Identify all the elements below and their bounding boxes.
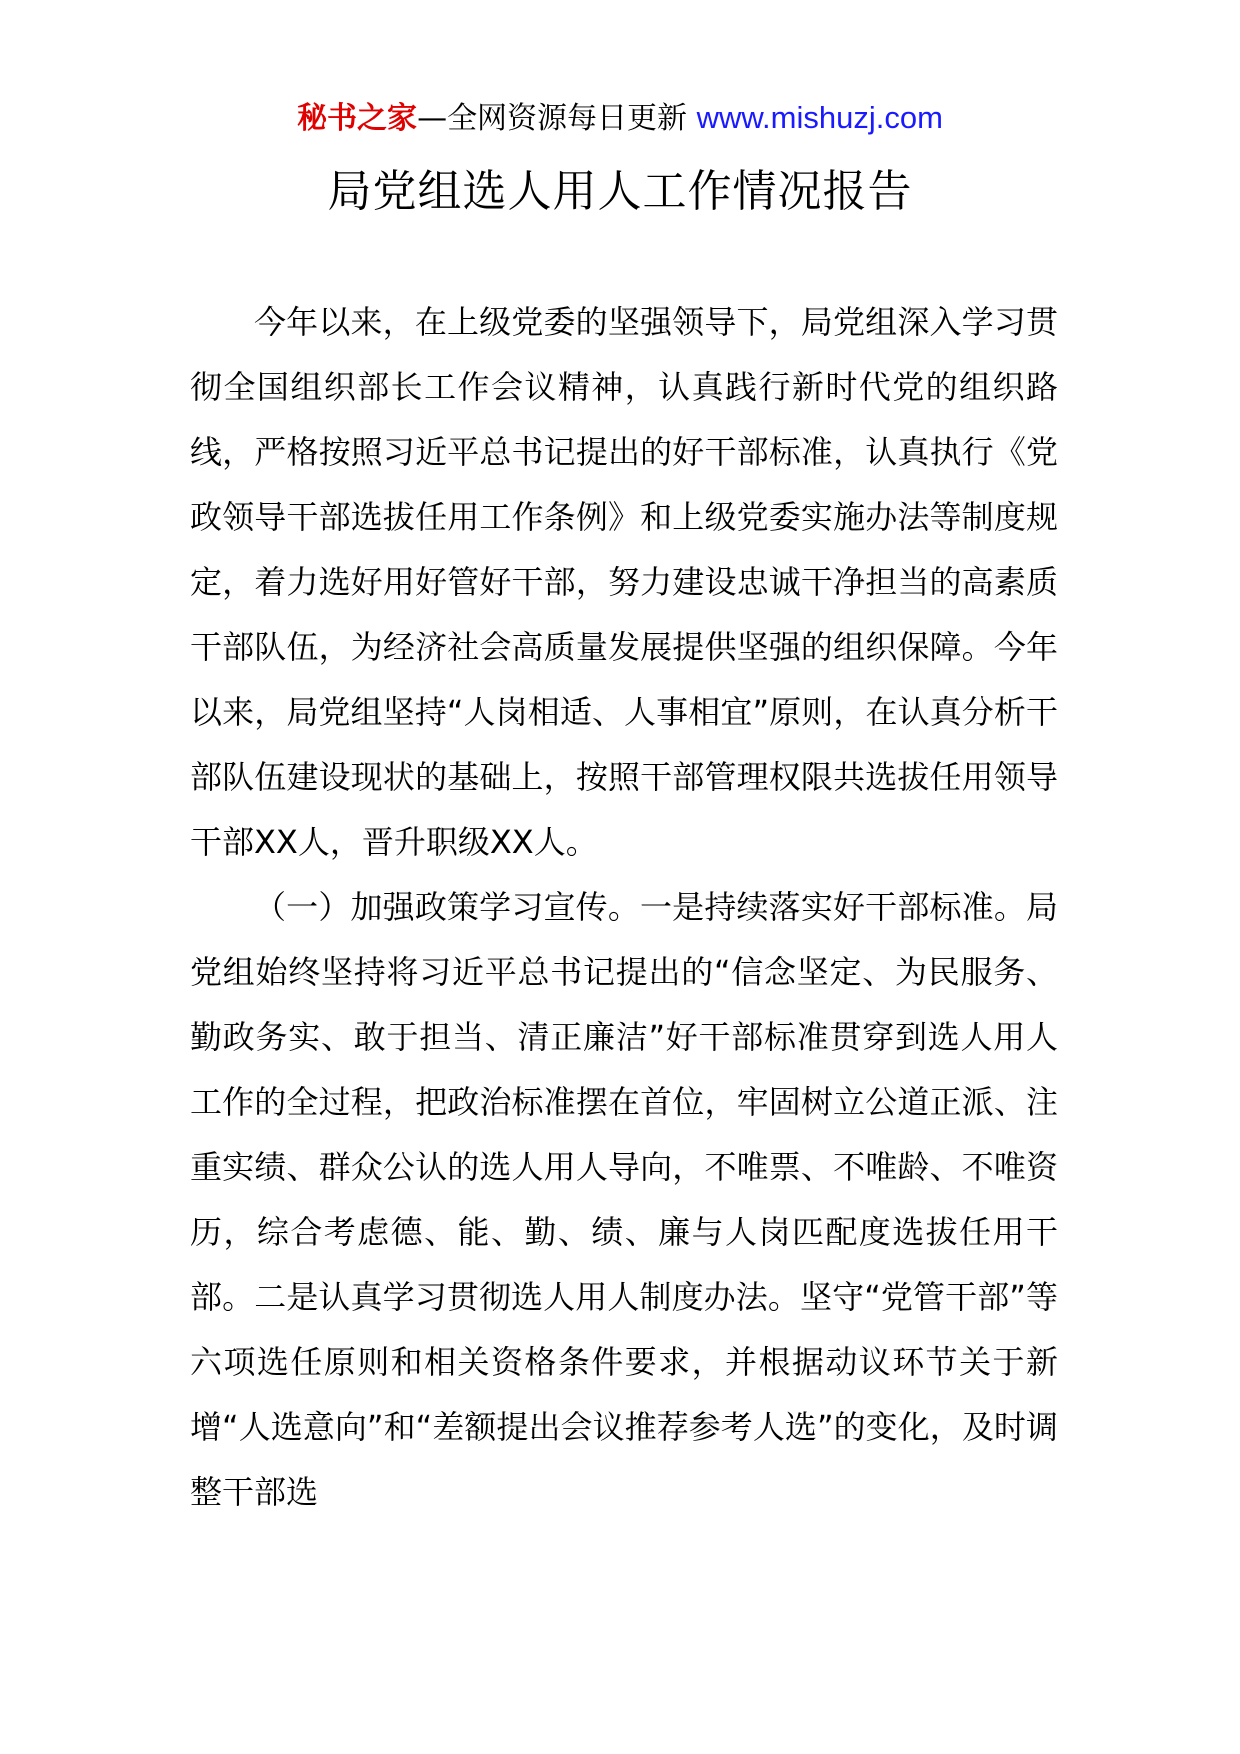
body-paragraph-intro: 今年以来，在上级党委的坚强领导下，局党组深入学习贯彻全国组织部长工作会议精神，认真践行新时代党的组织路线，严格按照习近平总书记提出的好干部标准，认真执行《党政领导干部选拔任用工作条例》和上级党委实施办法等制度规定，着力选好用好管好干部，努力建设忠诚干净担当的高素质干部队伍，为经济社会高质量发展提供坚强的组织保障。今年以来，局党组坚持“人岗相适、人事相宜”原则，在认真分析干部队伍建设现状的基础上，按照干部管理权限共选拔任用领导干部XX人，晋升职级XX人。 [190,303,1058,861]
document-title: 局党组选人用人工作情况报告 [327,166,913,217]
body-paragraph-section-1: （一）加强政策学习宣传。一是持续落实好干部标准。局党组始终坚持将习近平总书记提出的“信念坚定、为民服务、勤政务实、敢于担当、清正廉洁”好干部标准贯穿到选人用人工作的全过程，把政治标准摆在首位，牢固树立公道正派、注重实绩、群众公认的选人用人导向，不唯票、不唯龄、不唯资历，综合考虑德、能、勤、绩、廉与人岗匹配度选拔任用干部。二是认真学习贯彻选人用人制度办法。坚守“党管干部”等六项选任原则和相关资格条件要求，并根据动议环节关于新增“人选意向”和“差额提出会议推荐参考人选”的变化，及时调整干部选 [190,888,1058,1511]
header-tagline: —全网资源每日更新 [417,101,688,136]
brand-name: 秘书之家 [297,101,418,136]
document-body [190,290,1058,1525]
site-url-link[interactable]: www.mishuzj.com [696,100,943,135]
site-header [0,98,1240,139]
